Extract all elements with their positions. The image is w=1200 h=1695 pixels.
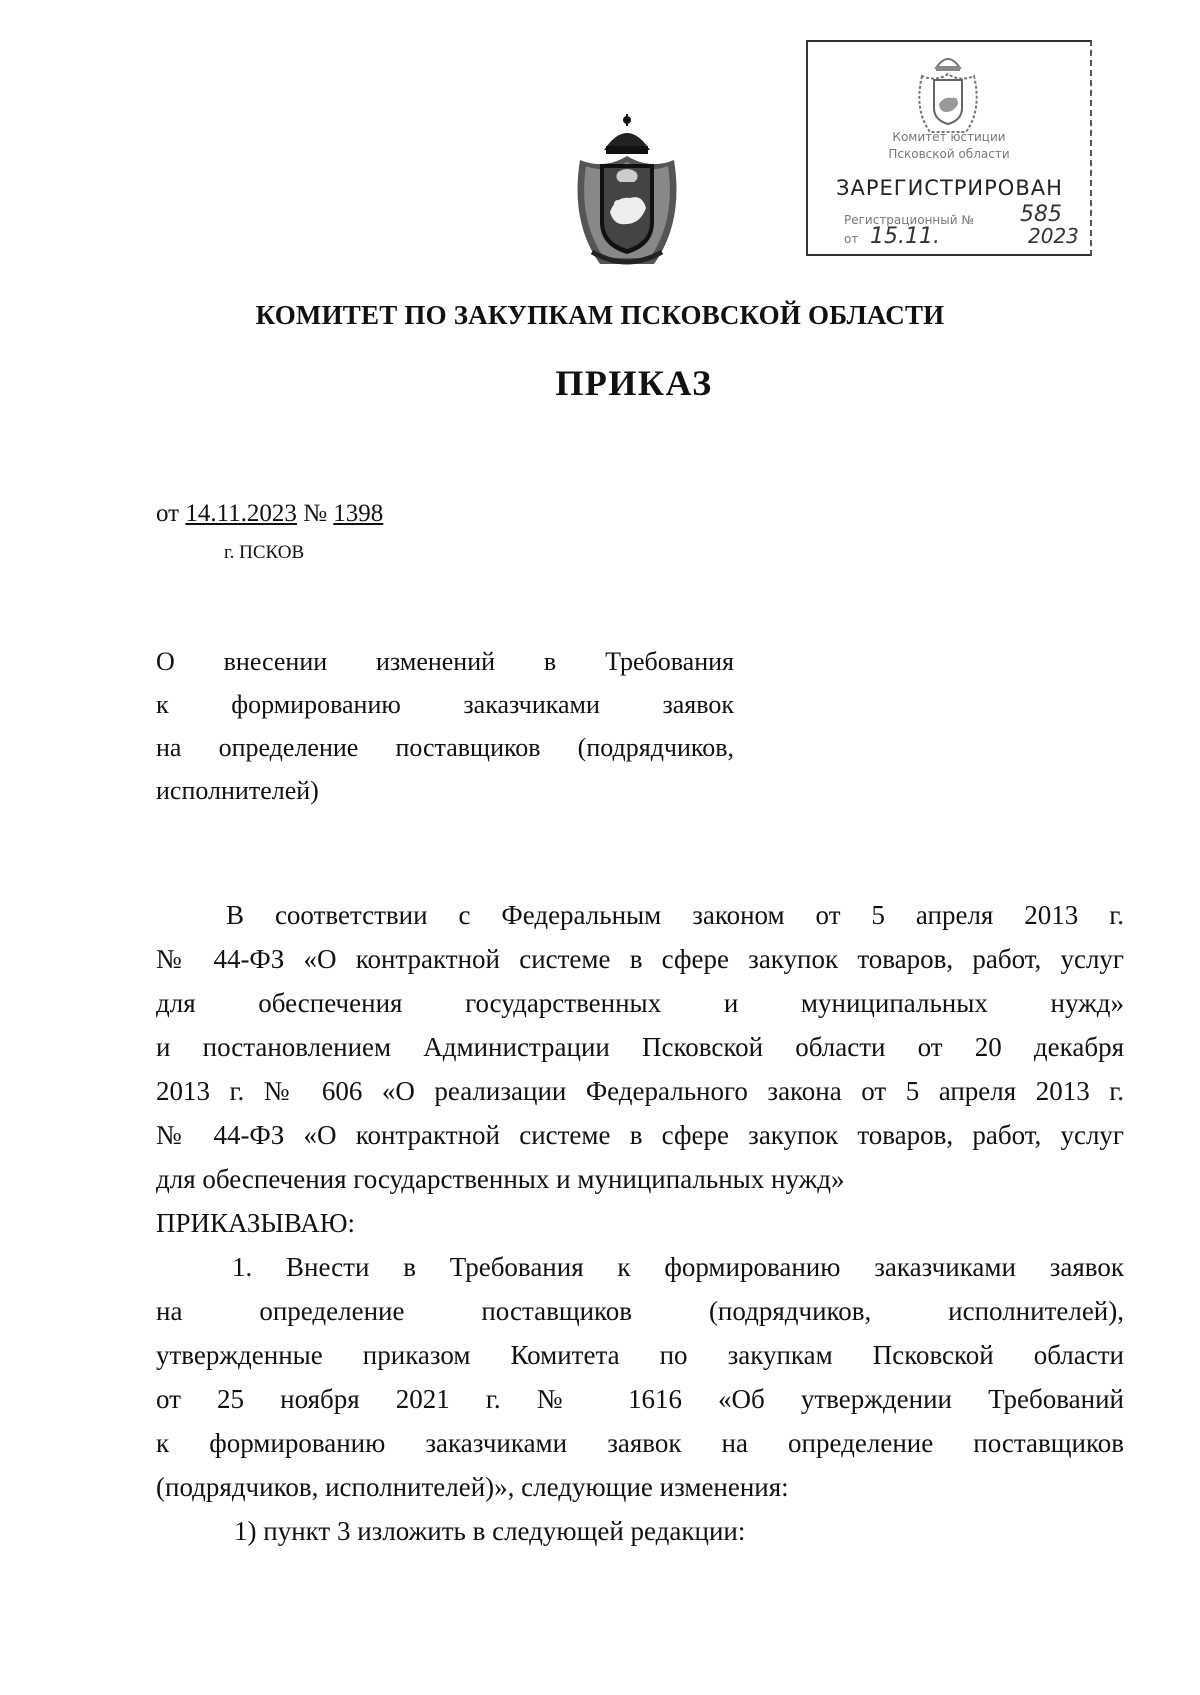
registration-stamp <box>806 40 1092 256</box>
coat-of-arms-emblem <box>560 112 694 272</box>
subject-line: к формированию заказчиками заявок <box>156 690 734 719</box>
stamp-status: ЗАРЕГИСТРИРОВАН <box>836 176 1063 200</box>
order-subject <box>156 640 734 812</box>
order-body <box>156 893 1124 1553</box>
stamp-authority-line2: Псковской области <box>888 147 1010 161</box>
body-line: (подрядчиков, исполнителей)», следующие изменения: <box>156 1472 789 1502</box>
body-line: № 44-ФЗ «О контрактной системе в сфере закупок товаров, работ, услуг <box>156 944 1124 974</box>
stamp-number-label: Регистрационный № <box>844 213 974 227</box>
order-date-line <box>156 500 383 528</box>
body-line: № 44-ФЗ «О контрактной системе в сфере закупок товаров, работ, услуг <box>156 1120 1124 1150</box>
body-line: 2013 г. № 606 «О реализации Федерального закона от 5 апреля 2013 г. <box>156 1076 1124 1106</box>
body-line: для обеспечения государственных и муниципальных нужд» <box>156 988 1124 1018</box>
stamp-date-label: от <box>844 232 859 246</box>
organization-title: КОМИТЕТ ПО ЗАКУПКАМ ПСКОВСКОЙ ОБЛАСТИ <box>255 300 945 330</box>
body-line: 1) пункт 3 изложить в следующей редакции: <box>234 1516 746 1546</box>
subject-line: исполнителей) <box>156 776 319 805</box>
subject-line: О внесении изменений в Требования <box>156 647 734 676</box>
subject-line: на определение поставщиков (подрядчиков, <box>156 733 734 762</box>
body-line: для обеспечения государственных и муниципальных нужд» <box>156 1164 845 1194</box>
body-line: на определение поставщиков (подрядчиков, исполнителей), <box>156 1296 1124 1326</box>
stamp-number: 585 <box>1020 202 1062 227</box>
body-line: В соответствии с Федеральным законом от 5 апреля 2013 г. <box>226 900 1124 930</box>
number-sign: № <box>303 500 328 527</box>
document-type-title: ПРИКАЗ <box>555 363 713 403</box>
stamp-date: 15.11. <box>870 224 940 249</box>
body-line: 1. Внести в Требования к формированию заказчиками заявок <box>232 1252 1124 1282</box>
date-prefix: от <box>156 500 180 527</box>
body-line: утвержденные приказом Комитета по закупкам Псковской области <box>156 1340 1124 1370</box>
stamp-year: 2023 <box>1028 224 1079 248</box>
order-date: 14.11.2023 <box>185 500 297 527</box>
stamp-authority-line1: Комитет юстиции <box>892 130 1006 144</box>
order-number: 1398 <box>333 500 384 527</box>
body-line: и постановлением Администрации Псковской области от 20 декабря <box>156 1032 1124 1062</box>
city: г. ПСКОВ <box>224 542 305 563</box>
body-line: от 25 ноября 2021 г. № 1616 «Об утверждении Требований <box>156 1384 1124 1414</box>
order-directive: ПРИКАЗЫВАЮ: <box>156 1208 355 1238</box>
body-line: к формированию заказчиками заявок на определение поставщиков <box>156 1428 1124 1458</box>
